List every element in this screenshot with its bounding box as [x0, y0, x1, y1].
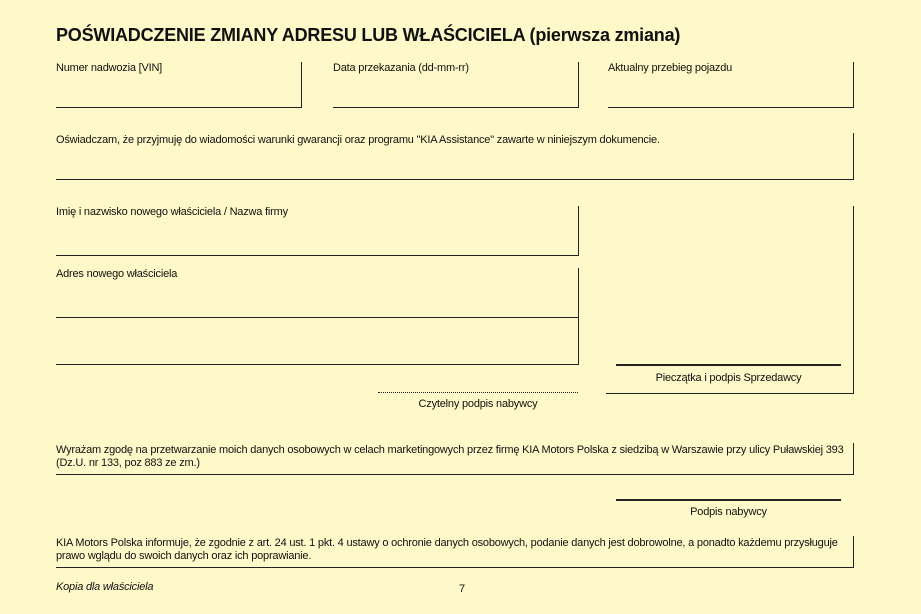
- transfer-date-label: Data przekazania (dd-mm-rr): [333, 62, 469, 74]
- transfer-date-field-border-right: [578, 62, 579, 108]
- transfer-date-field-underline: [333, 107, 579, 108]
- owner-name-field[interactable]: [56, 206, 579, 256]
- owner-address-label: Adres nowego właściciela: [56, 268, 178, 280]
- seller-stamp-underline: [606, 393, 854, 394]
- seller-signature-line: [616, 364, 841, 366]
- declaration-underline: [56, 179, 854, 180]
- vin-field[interactable]: [56, 62, 302, 108]
- buyer-signature-label: Podpis nabywcy: [690, 506, 767, 518]
- vin-field-underline: [56, 107, 302, 108]
- owner-address-line-2: [56, 364, 579, 365]
- form-title-suffix: (pierwsza zmiana): [529, 25, 681, 45]
- mileage-field-underline: [608, 107, 854, 108]
- vin-label: Numer nadwozia [VIN]: [56, 62, 163, 74]
- mileage-field-border-right: [853, 62, 854, 108]
- mileage-label: Aktualny przebieg pojazdu: [608, 62, 733, 74]
- transfer-date-field[interactable]: [333, 62, 579, 108]
- data-protection-info: [56, 537, 838, 563]
- owner-name-underline: [56, 255, 579, 256]
- marketing-consent-line-2: (Dz.U. nr 133, poz 883 ze zm.): [56, 457, 200, 469]
- marketing-consent-text: [56, 444, 844, 470]
- buyer-signature-line[interactable]: [616, 499, 841, 501]
- buyer-legible-signature-line[interactable]: [378, 392, 578, 393]
- data-protection-info-line-2: prawo wglądu do swoich danych oraz ich poprawianie.: [56, 550, 312, 562]
- consent-underline: [56, 474, 854, 475]
- declaration-text: Oświadczam, że przyjmuję do wiadomości warunki gwarancji oraz programu "KIA Assistance" zawarte w niniejszym dokumencie.: [56, 134, 660, 146]
- declaration-border-right: [853, 133, 854, 180]
- data-protection-info-line-1: KIA Motors Polska informuje, że zgodnie z art. 24 ust. 1 pkt. 4 ustawy o ochronie danych osobowych, podanie danych jest dobrowolne, a ponadto każdemu przysługuje: [56, 537, 838, 549]
- marketing-consent-line-1: Wyrażam zgodę na przetwarzanie moich danych osobowych w celach marketingowych przez firmę KIA Motors Polska z siedzibą w Warszawie przy ulicy Puławskiej 393: [56, 444, 844, 456]
- consent-border-right: [853, 443, 854, 475]
- page-number: 7: [459, 583, 465, 595]
- vin-field-border-right: [301, 62, 302, 108]
- info-underline: [56, 567, 854, 568]
- owner-name-label: Imię i nazwisko nowego właściciela / Nazwa firmy: [56, 206, 288, 218]
- owner-address-line-1: [56, 317, 579, 318]
- copy-label: Kopia dla właściciela: [56, 581, 154, 593]
- form-title-main: POŚWIADCZENIE ZMIANY ADRESU LUB WŁAŚCICIELA: [56, 25, 525, 45]
- form-title: [56, 25, 680, 46]
- seller-stamp-label: Pieczątka i podpis Sprzedawcy: [655, 372, 802, 384]
- owner-name-border-right: [578, 206, 579, 256]
- mileage-field[interactable]: [608, 62, 854, 108]
- info-border-right: [853, 536, 854, 568]
- buyer-legible-signature-label: Czytelny podpis nabywcy: [418, 398, 538, 410]
